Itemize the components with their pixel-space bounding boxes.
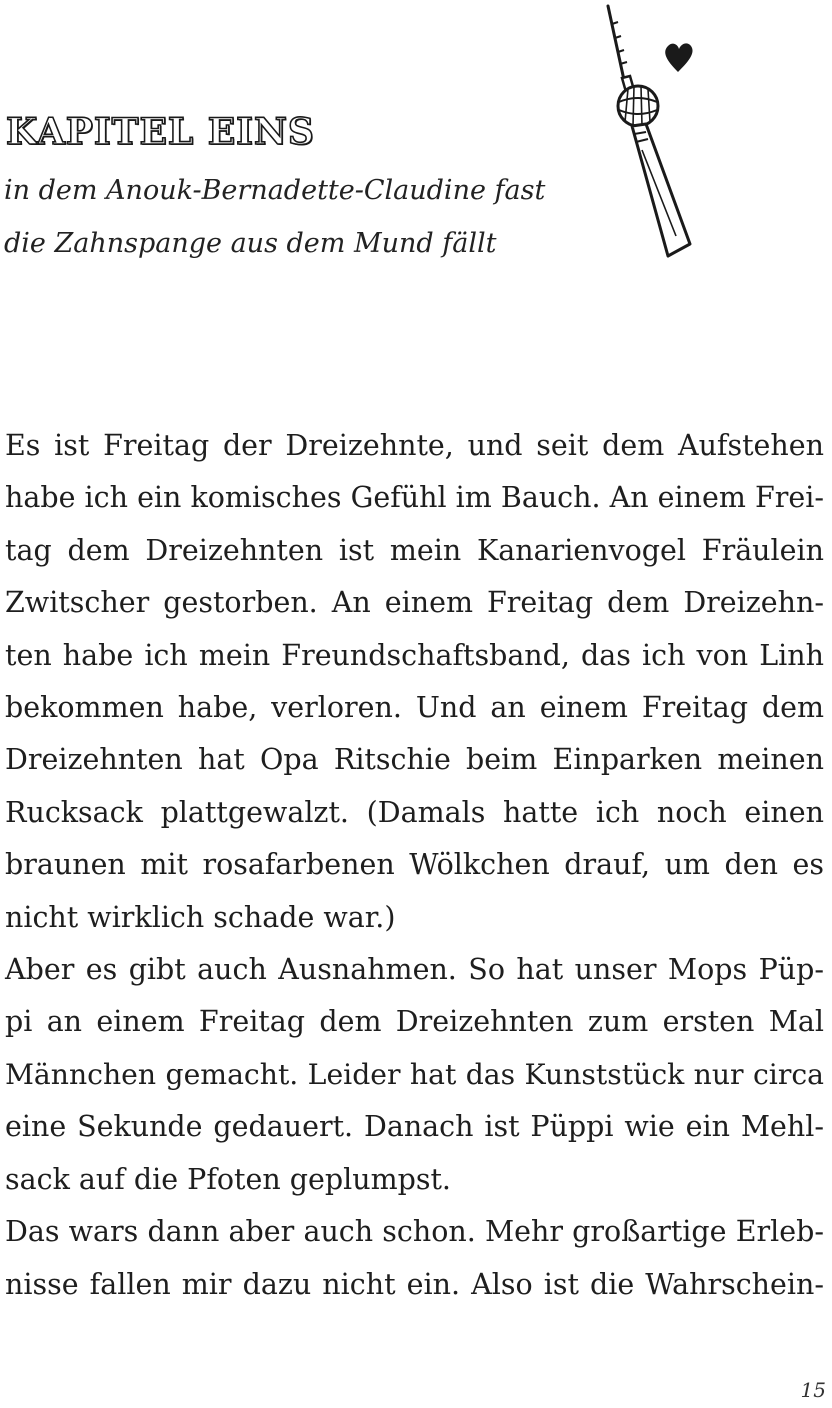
body-line: Das wars dann aber auch schon. Mehr großartige Erleb-: [5, 1215, 824, 1249]
body-line: tag dem Dreizehnten ist mein Kanarienvogel Fräulein: [5, 533, 824, 567]
body-line: Es ist Freitag der Dreizehnte, und seit dem Aufstehen: [5, 429, 824, 462]
chapter-subtitle-line-2: die Zahnspange aus dem Mund fällt: [4, 228, 497, 259]
body-line: Dreizehnten hat Opa Ritschie beim Einparken meinen: [5, 743, 824, 777]
body-line: Rucksack plattgewalzt. (Damals hatte ich noch einen: [5, 795, 824, 829]
body-line: sack auf die Pfoten geplumpst.: [5, 1162, 451, 1196]
body-line: bekommen habe, verloren. Und an einem Freitag dem: [5, 691, 824, 725]
body-line: eine Sekunde gedauert. Danach ist Püppi wie ein Mehl-: [5, 1110, 824, 1144]
body-line: Aber es gibt auch Ausnahmen. So hat unser Mops Püp-: [5, 953, 824, 987]
tv-tower-with-heart-icon: [596, 0, 706, 270]
chapter-subtitle: [4, 164, 604, 270]
body-text: [5, 420, 824, 1311]
body-line: ten habe ich mein Freundschaftsband, das ich von Linh: [5, 638, 824, 672]
chapter-title: KAPITEL EINS: [6, 111, 315, 153]
chapter-subtitle-line-1: in dem Anouk-Bernadette-Claudine fast: [4, 175, 546, 206]
body-line: Männchen gemacht. Leider hat das Kunststück nur circa: [5, 1057, 824, 1091]
body-line: nisse fallen mir dazu nicht ein. Also ist die Wahrschein-: [5, 1267, 824, 1301]
body-line: habe ich ein komisches Gefühl im Bauch. An einem Frei-: [5, 481, 824, 515]
body-line: Zwitscher gestorben. An einem Freitag dem Dreizehn-: [5, 586, 824, 620]
page-number: 15: [800, 1378, 826, 1402]
body-line: pi an einem Freitag dem Dreizehnten zum ersten Mal: [5, 1005, 824, 1039]
body-line: braunen mit rosafarbenen Wölkchen drauf, um den es: [5, 848, 824, 882]
body-line: nicht wirklich schade war.): [5, 900, 396, 934]
